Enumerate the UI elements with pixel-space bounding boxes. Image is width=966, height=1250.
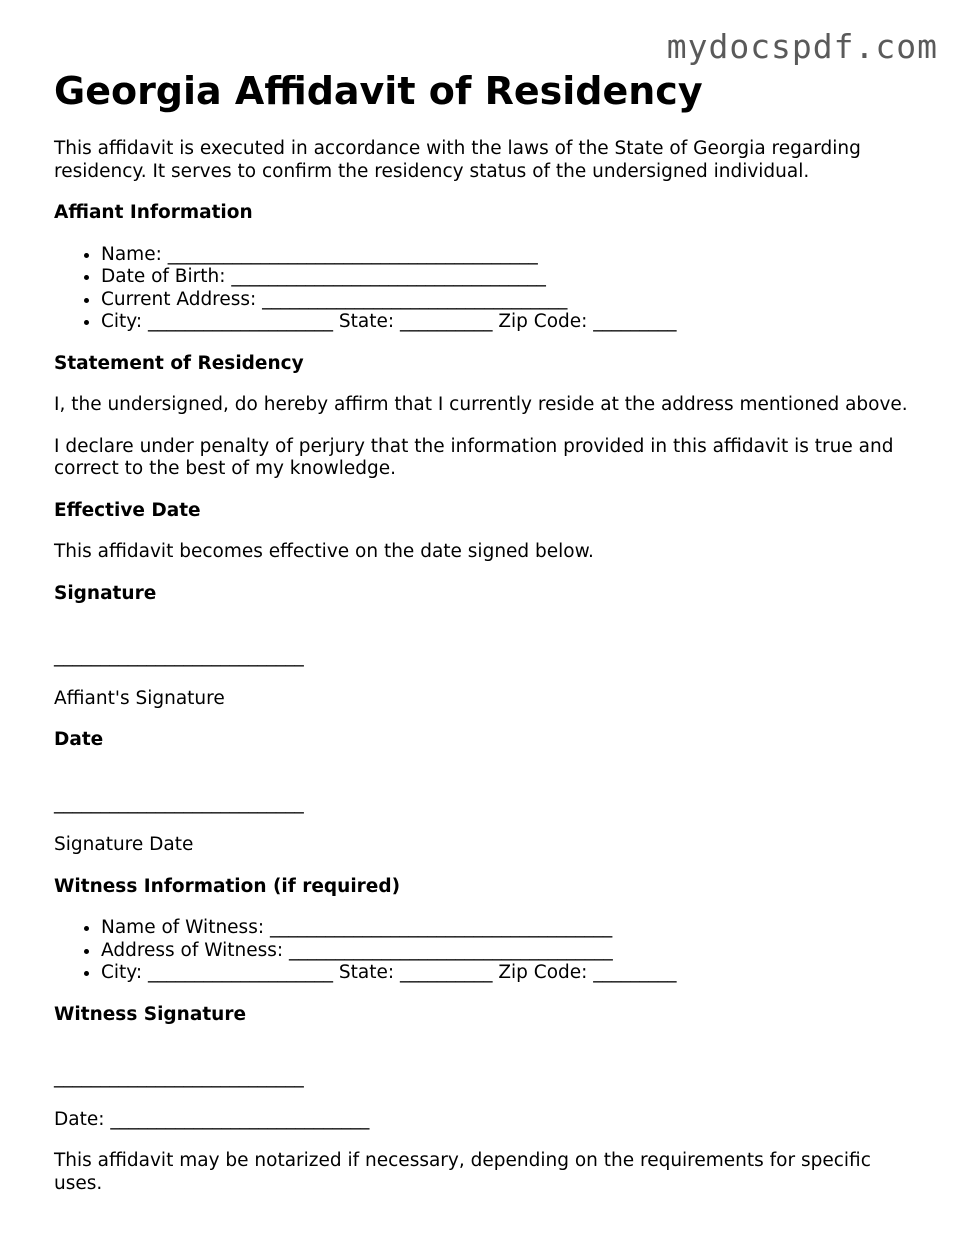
affiant-name-field: • Name: ________________________________________: [101, 244, 924, 267]
residency-affirmation: I, the undersigned, do hereby affirm that I currently reside at the address mentioned above.: [54, 394, 908, 415]
signature-date-line: ___________________________: [54, 792, 304, 814]
notarization-note: This affidavit may be notarized if necessary, depending on the requirements for specific uses.: [54, 1150, 871, 1194]
date-heading: Date: [54, 729, 104, 750]
residency-heading: Statement of Residency: [54, 352, 304, 374]
residency-declaration: I declare under penalty of perjury that the information provided in this affidavit is true and correct to the best of my knowledge.: [54, 435, 894, 479]
affiant-dob-field: • Date of Birth: __________________________________: [101, 266, 924, 289]
witness-name-field: • Name of Witness: _____________________________________: [101, 917, 924, 940]
witness-date-line: Date: ____________________________: [54, 1108, 370, 1130]
document-title: Georgia Affidavit of Residency: [54, 69, 703, 113]
witness-signature-heading: Witness Signature: [54, 1003, 247, 1025]
affiant-city-state-zip-field: • City: ____________________ State: __________ Zip Code: _________: [101, 311, 924, 334]
affiant-list: [54, 244, 924, 334]
witness-signature-line: ___________________________: [54, 1067, 304, 1088]
affiant-heading: Affiant Information: [54, 202, 253, 223]
affiant-signature-label: Affiant's Signature: [54, 687, 225, 709]
effective-date-text: This affidavit becomes effective on the date signed below.: [54, 541, 594, 562]
watermark: mydocspdf.com: [666, 27, 938, 66]
witness-heading: Witness Information (if required): [54, 875, 401, 897]
document-page: [54, 68, 924, 1214]
witness-city-state-zip-field: • City: ____________________ State: __________ Zip Code: _________: [101, 962, 924, 985]
signature-date-label: Signature Date: [54, 834, 194, 855]
affiant-address-field: • Current Address: _________________________________: [101, 289, 924, 312]
intro-paragraph: This affidavit is executed in accordance with the laws of the State of Georgia regarding residency. It serves to confirm the residency status of the undersigned individual.: [54, 138, 861, 182]
witness-list: [54, 917, 924, 985]
affiant-signature-line: ___________________________: [54, 646, 304, 667]
signature-heading: Signature: [54, 582, 157, 604]
effective-date-heading: Effective Date: [54, 499, 201, 521]
witness-address-field: • Address of Witness: ___________________________________: [101, 940, 924, 963]
